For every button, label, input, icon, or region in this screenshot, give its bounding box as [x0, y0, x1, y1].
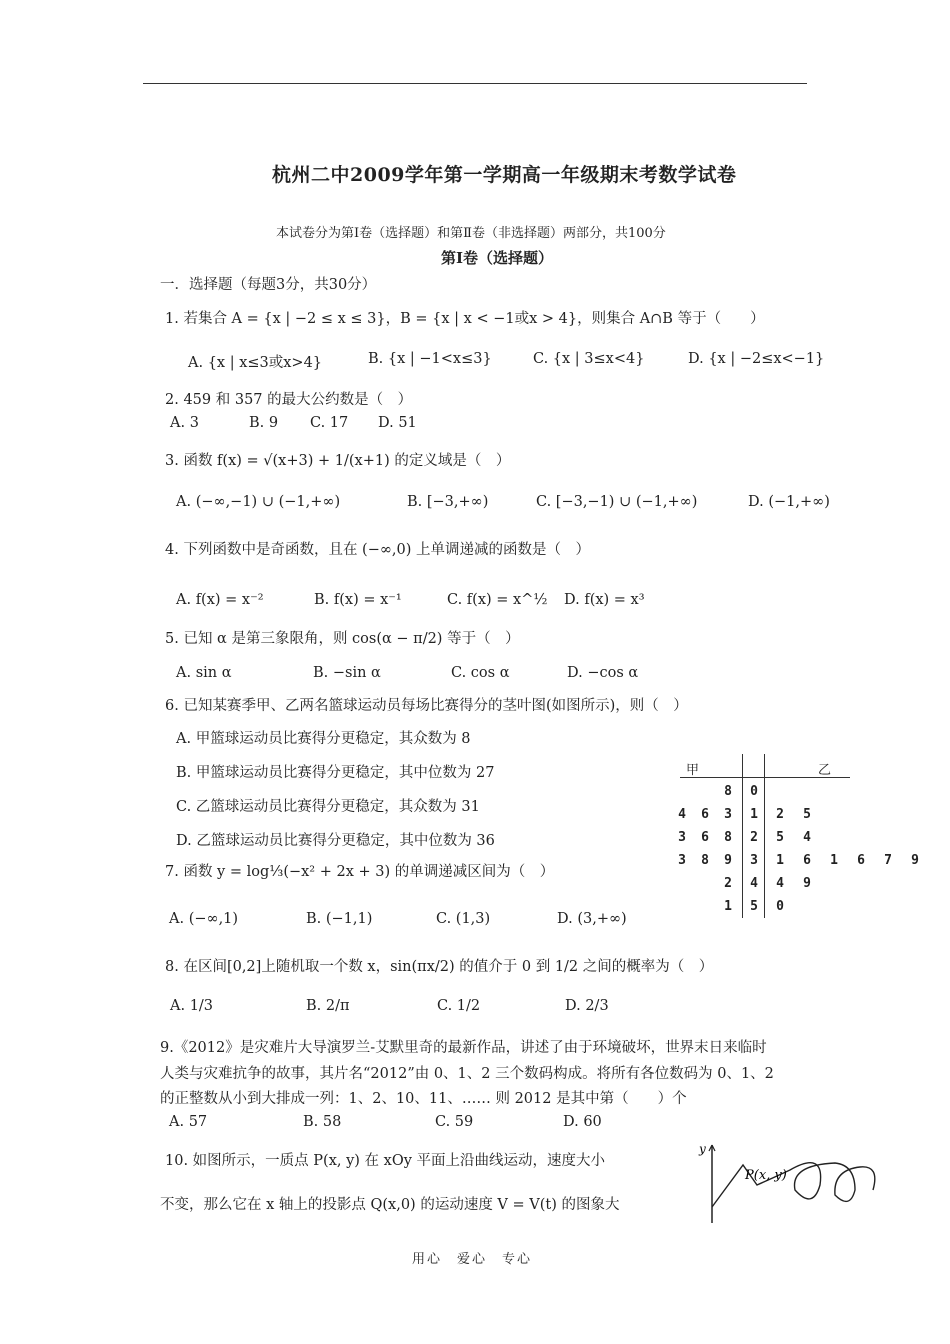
q1-option-d: D. {x | −2≤x<−1} [688, 351, 825, 367]
q6-option-d: D. 乙篮球运动员比赛得分更稳定，其中位数为 36 [176, 833, 495, 849]
stem-leaf-right-label: 乙 [818, 763, 832, 778]
stem-leaf-left-leaf: 3 [724, 807, 732, 822]
stem-leaf-right-leaf: 5 [776, 830, 784, 845]
stem-leaf-left-leaf: 9 [724, 853, 732, 868]
stem-leaf-right-leaf: 0 [776, 899, 784, 914]
q1-option-a: A. {x | x≤3或x>4} [188, 355, 323, 371]
q5-option-d: D. −cos α [567, 665, 639, 681]
section-heading: 一．选择题（每题3分，共30分） [160, 277, 377, 293]
stem-leaf-divider-left [742, 754, 743, 918]
motion-curve [712, 1163, 875, 1207]
q8-option-a: A. 1/3 [170, 998, 214, 1014]
stem-leaf-right-leaf: 4 [803, 830, 811, 845]
stem-leaf-right-leaf: 6 [803, 853, 811, 868]
question-5: 5. 已知 α 是第三象限角，则 cos(α − π/2) 等于（ ） [165, 631, 520, 647]
q6-option-a: A. 甲篮球运动员比赛得分更稳定，其众数为 8 [176, 731, 471, 747]
stem-leaf-stem: 3 [750, 853, 758, 868]
q7-option-c: C. (1,3) [436, 911, 491, 927]
stem-leaf-left-leaf: 6 [701, 807, 709, 822]
stem-leaf-right-leaf: 1 [830, 853, 838, 868]
stem-leaf-plot [660, 750, 920, 920]
stem-leaf-right-leaf: 2 [776, 807, 784, 822]
q8-option-b: B. 2/π [306, 998, 350, 1014]
q3-option-a: A. (−∞,−1) ∪ (−1,+∞) [176, 494, 341, 510]
question-10-line-2: 不变，那么它在 x 轴上的投影点 Q(x,0) 的运动速度 V = V(t) 的图象大 [160, 1197, 620, 1213]
stem-leaf-header-line [680, 777, 850, 778]
q5-option-c: C. cos α [451, 665, 510, 681]
footer-motto: 用心 爱心 专心 [412, 1252, 533, 1267]
q4-option-d: D. f(x) = x³ [564, 592, 645, 608]
stem-leaf-left-leaf: 3 [678, 830, 686, 845]
stem-leaf-right-leaf: 7 [884, 853, 892, 868]
q3-option-d: D. (−1,+∞) [748, 494, 830, 510]
stem-leaf-left-leaf: 8 [724, 830, 732, 845]
stem-leaf-right-leaf: 5 [803, 807, 811, 822]
q9-option-a: A. 57 [169, 1114, 208, 1130]
part-title: 第Ⅰ卷（选择题） [441, 249, 554, 267]
question-10-line-1: 10. 如图所示，一质点 P(x, y) 在 xOy 平面上沿曲线运动，速度大小 [165, 1153, 606, 1169]
question-1: 1. 若集合 A = {x | −2 ≤ x ≤ 3}，B = {x | x < −1或x > 4}，则集合 A∩B 等于（ ） [165, 311, 765, 327]
q7-option-a: A. (−∞,1) [169, 911, 239, 927]
stem-leaf-left-leaf: 2 [724, 876, 732, 891]
question-6: 6. 已知某赛季甲、乙两名篮球运动员每场比赛得分的茎叶图(如图所示)，则（ ） [165, 698, 688, 714]
q7-option-d: D. (3,+∞) [557, 911, 627, 927]
q6-option-b: B. 甲篮球运动员比赛得分更稳定，其中位数为 27 [176, 765, 495, 781]
q6-option-c: C. 乙篮球运动员比赛得分更稳定，其众数为 31 [176, 799, 480, 815]
stem-leaf-right-leaf: 9 [803, 876, 811, 891]
stem-leaf-stem: 0 [750, 784, 758, 799]
q7-option-b: B. (−1,1) [306, 911, 373, 927]
stem-leaf-right-leaf: 6 [857, 853, 865, 868]
point-p-label: P(x, y) [745, 1168, 787, 1183]
exam-title: 杭州二中2009学年第一学期高一年级期末考数学试卷 [272, 164, 737, 186]
q1-option-c: C. {x | 3≤x<4} [533, 351, 645, 367]
stem-leaf-left-label: 甲 [686, 763, 700, 778]
question-7: 7. 函数 y = log⅓(−x² + 2x + 3) 的单调递减区间为（ ） [165, 864, 555, 880]
question-9-line-3: 的正整数从小到大排成一列：1、2、10、11、…… 则 2012 是其中第（ ）个 [160, 1091, 687, 1107]
q4-option-b: B. f(x) = x⁻¹ [314, 592, 402, 608]
q9-option-c: C. 59 [435, 1114, 474, 1130]
q3-option-b: B. [−3,+∞) [407, 494, 489, 510]
stem-leaf-left-leaf: 1 [724, 899, 732, 914]
stem-leaf-left-leaf: 8 [724, 784, 732, 799]
stem-leaf-right-leaf: 9 [911, 853, 919, 868]
y-axis-label: y [699, 1142, 706, 1156]
stem-leaf-left-leaf: 3 [678, 853, 686, 868]
curve-figure [695, 1135, 885, 1225]
q8-option-d: D. 2/3 [565, 998, 609, 1014]
stem-leaf-right-leaf: 4 [776, 876, 784, 891]
stem-leaf-stem: 5 [750, 899, 758, 914]
q3-option-c: C. [−3,−1) ∪ (−1,+∞) [536, 494, 698, 510]
question-8: 8. 在区间[0,2]上随机取一个数 x，sin(πx/2) 的值介于 0 到 1/2 之间的概率为（ ） [165, 959, 714, 975]
stem-leaf-stem: 2 [750, 830, 758, 845]
q1-option-b: B. {x | −1<x≤3} [368, 351, 492, 367]
q5-option-a: A. sin α [176, 665, 232, 681]
q2-option-c: C. 17 [310, 415, 349, 431]
q9-option-d: D. 60 [563, 1114, 602, 1130]
q2-option-a: A. 3 [170, 415, 199, 431]
q5-option-b: B. −sin α [313, 665, 381, 681]
stem-leaf-left-leaf: 6 [701, 830, 709, 845]
question-2: 2. 459 和 357 的最大公约数是（ ） [165, 392, 413, 408]
stem-leaf-stem: 1 [750, 807, 758, 822]
q2-option-b: B. 9 [249, 415, 279, 431]
q9-option-b: B. 58 [303, 1114, 342, 1130]
question-4: 4. 下列函数中是奇函数，且在 (−∞,0) 上单调递减的函数是（ ） [165, 542, 591, 558]
q4-option-a: A. f(x) = x⁻² [176, 592, 264, 608]
header-rule [143, 83, 807, 84]
stem-leaf-right-leaf: 1 [776, 853, 784, 868]
q4-option-c: C. f(x) = x^½ [447, 592, 548, 608]
exam-note: 本试卷分为第Ⅰ卷（选择题）和第Ⅱ卷（非选择题）两部分，共100分 [276, 226, 666, 241]
stem-leaf-stem: 4 [750, 876, 758, 891]
stem-leaf-left-leaf: 8 [701, 853, 709, 868]
q8-option-c: C. 1/2 [437, 998, 481, 1014]
question-9-line-1: 9.《2012》是灾难片大导演罗兰-艾默里奇的最新作品，讲述了由于环境破坏，世界末日来临时 [160, 1040, 767, 1056]
stem-leaf-divider-right [764, 754, 765, 918]
q2-option-d: D. 51 [378, 415, 417, 431]
question-3: 3. 函数 f(x) = √(x+3) + 1/(x+1) 的定义域是（ ） [165, 453, 511, 469]
question-9-line-2: 人类与灾难抗争的故事，其片名“2012”由 0、1、2 三个数码构成。将所有各位数码为 0、1、2 [160, 1066, 774, 1082]
stem-leaf-left-leaf: 4 [678, 807, 686, 822]
